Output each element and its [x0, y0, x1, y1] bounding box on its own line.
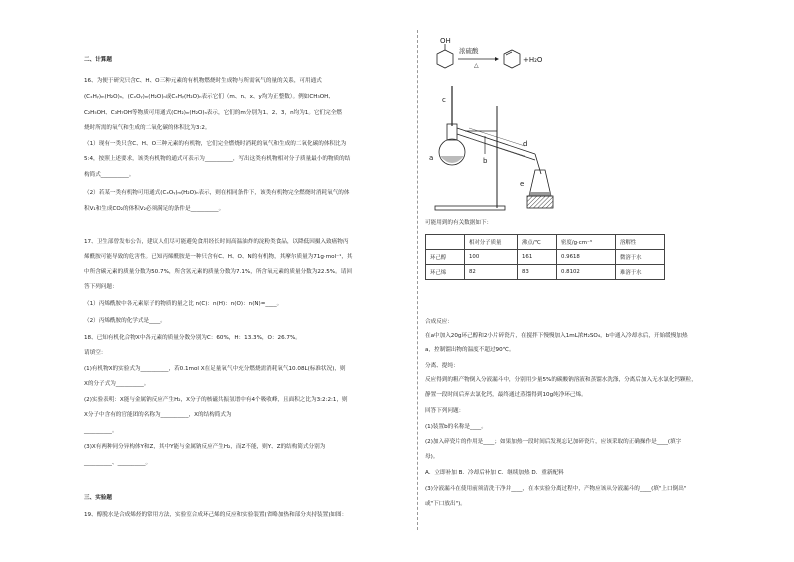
condenser — [457, 128, 535, 165]
q16-line: C₂H₅OH、C₃H₇OH等物质可用通式(CH₂)ₘ(H₂O)ₙ表示，它们的m分别为1、2、3，n均为1。它们完全燃 — [84, 110, 342, 116]
receiving-flask — [520, 154, 553, 208]
table-header-cell: 密度/g·cm⁻³ — [557, 235, 616, 250]
reagent-label: 浓硫酸 — [459, 47, 479, 55]
body-line: (1)装置b的名称是____。 — [425, 424, 487, 430]
q18-line: 请填空： — [84, 350, 107, 356]
body-line: (2)加入碎瓷片的作用是____；如果加热一段时间后发现忘记加碎瓷片，应该采取的正确操作是____(填字 — [425, 439, 682, 445]
q18-line: __________、__________。 — [84, 460, 152, 466]
table-cell: 难溶于水 — [616, 265, 665, 280]
body-line: a，控制馏出物的温度不超过90℃。 — [425, 347, 515, 353]
options-line: A．立即补加 B．冷却后补加 C．继续加热 D．重新配料 — [425, 470, 564, 476]
heat-symbol: △ — [474, 62, 479, 69]
label-c: c — [442, 96, 446, 104]
q17-line: （1）丙烯酰胺中各元素原子的物质的量之比 n(C)：n(H)：n(O)：n(N)=____。 — [84, 301, 283, 307]
q17-line: （2）丙烯酰胺的化学式是____。 — [84, 318, 166, 324]
table-header-cell: 沸点/℃ — [518, 235, 557, 250]
q19-line: 19、醇脱水是合成烯烃的常用方法，实验室合成环己烯的反应和实验装置(省略加热和部分夹持装置)如图： — [84, 512, 348, 518]
table-cell: 0.9618 — [557, 250, 616, 265]
body-line: 母)。 — [425, 454, 439, 460]
body-line: 合成反应： — [425, 319, 453, 325]
label-d: d — [523, 140, 528, 148]
apparatus-diagram — [425, 36, 575, 214]
table-row — [426, 265, 665, 280]
table-caption: 可能用到的有关数据如下： — [425, 220, 493, 226]
round-bottom-flask — [429, 124, 465, 165]
table-cell: 环己烯 — [426, 265, 465, 280]
section-calc-heading: 二、计算题 — [84, 57, 112, 63]
q18-line: (3)X有两种同分异构体Y和Z，其中Y能与金属钠反应产生H₂，而Z不能，则Y、Z的结构简式分别为 — [84, 444, 326, 450]
q16-line: 5:4，按照上述要求，该类有机物的通式可表示为__________，写出这类有机物相对分子质量最小的物质的结 — [84, 156, 351, 162]
body-line: 回答下列问题： — [425, 408, 465, 414]
q18-line: (2)实验表明：X能与金属钠反应产生H₂，X分子的核磁共振氢谱中有4个吸收峰，且面积之比为3:2:2:1，则 — [84, 397, 348, 403]
q18-line: (1)有机物X的实验式为__________，若0.1mol X在足量氧气中充分燃烧需消耗氧气10.08L(标准状况)，则 — [84, 366, 346, 372]
body-line: (3)分液漏斗在使用前须清洗干净并____，在本实验分离过程中，产物应该从分液漏斗的____(填"上口倒出" — [425, 486, 687, 492]
table-cell: 161 — [518, 250, 557, 265]
reaction-arrow — [458, 46, 499, 69]
table-cell: 82 — [465, 265, 518, 280]
table-header-cell: 溶解性 — [616, 235, 665, 250]
body-line: 静置一段时间后弃去氯化钙，最终通过蒸馏得到10g纯净环己烯。 — [425, 392, 587, 398]
section-exp-heading: 三、实验题 — [84, 495, 112, 501]
data-table — [425, 234, 665, 280]
table-cell: 环己醇 — [426, 250, 465, 265]
q17-line: 答下列问题： — [84, 284, 118, 290]
table-header-cell — [426, 235, 465, 250]
body-line: 分离、提纯： — [425, 363, 459, 369]
q17-line: 17、卫生部曾发布公告，建议人们尽可能避免食用经长时间高温油炸的淀粉类食品，以降低因摄入致癌物丙 — [84, 239, 349, 245]
table-cell: 83 — [518, 265, 557, 280]
q17-line: 中所含碳元素的质量分数为50.7%，所含氢元素的质量分数为7.1%，所含氧元素的质量分数为22.5%。请回 — [84, 269, 352, 275]
column-divider — [417, 30, 418, 530]
label-a: a — [429, 154, 434, 162]
q16-line: （1）现有一类只含C、H、O三种元素的有机物，它们完全燃烧时消耗的氧气和生成的二氧化碳的体积比为 — [84, 141, 347, 147]
q18-line: X分子中含有的官能团的名称为__________，X的结构简式为 — [84, 412, 232, 418]
q18-line: __________。 — [84, 428, 118, 434]
cyclohexanol-structure — [437, 37, 453, 68]
q18-line: X的分子式为__________。 — [84, 381, 150, 387]
water-product: +H₂O — [523, 56, 543, 64]
table-cell: 0.8102 — [557, 265, 616, 280]
oh-label: OH — [440, 37, 451, 45]
q16-line: 构简式__________。 — [84, 172, 135, 178]
q16-line: (CₓHᵧ)ₘ(H₂O)ₙ，(CₓOᵧ)ₘ(H₂O)ₙ或CₓHᵧ(H₂O)ₙ表示它们（m、n、x、y均为正整数）。例如CH₃OH、 — [84, 94, 334, 100]
body-line: 反应得到的粗产物倒入分液漏斗中，分别用少量5%的碳酸钠溶液和蒸馏水洗涤，分离后加入无水氯化钙颗粒， — [425, 377, 697, 383]
q17-line: 烯酰胺可能导致的危害性。已知丙烯酰胺是一种只含有C、H、O、N的有机物，其摩尔质量为71g·mol⁻¹，其 — [84, 254, 353, 260]
table-header-row — [426, 235, 665, 250]
table-cell: 微溶于水 — [616, 250, 665, 265]
table-cell: 100 — [465, 250, 518, 265]
q16-line: 烧时所需的氧气和生成的二氧化碳的体积比为3:2。 — [84, 125, 211, 131]
q18-line: 18、已知有机化合物X中各元素的质量分数分别为C：60%，H：13.3%，O：26.7%。 — [84, 335, 301, 341]
cyclohexene-structure — [504, 50, 543, 68]
table-header-cell: 相对分子质量 — [465, 235, 518, 250]
label-e: e — [520, 180, 525, 188]
body-line: 或"下口放出")。 — [425, 501, 466, 507]
q16-line: 积V₁和生成CO₂的体积V₂必须满足的条件是__________。 — [84, 206, 225, 212]
label-b: b — [483, 157, 488, 165]
table-row — [426, 250, 665, 265]
q16-line: （2）若某一类有机物可用通式(CₓOᵧ)ₘ(H₂O)ₙ表示，则在相同条件下，该类有机物完全燃烧时消耗氧气的体 — [84, 190, 350, 196]
q16-line: 16、为便于研究只含C、H、O三种元素的有机物燃烧时生成物与所需氧气的量的关系，可用通式 — [84, 78, 322, 84]
body-line: 在a中加入20g环己醇和2小片碎瓷片，在搅拌下慢慢加入1mL浓H₂SO₄，b中通入冷却水后，开始缓慢加热 — [425, 333, 688, 339]
